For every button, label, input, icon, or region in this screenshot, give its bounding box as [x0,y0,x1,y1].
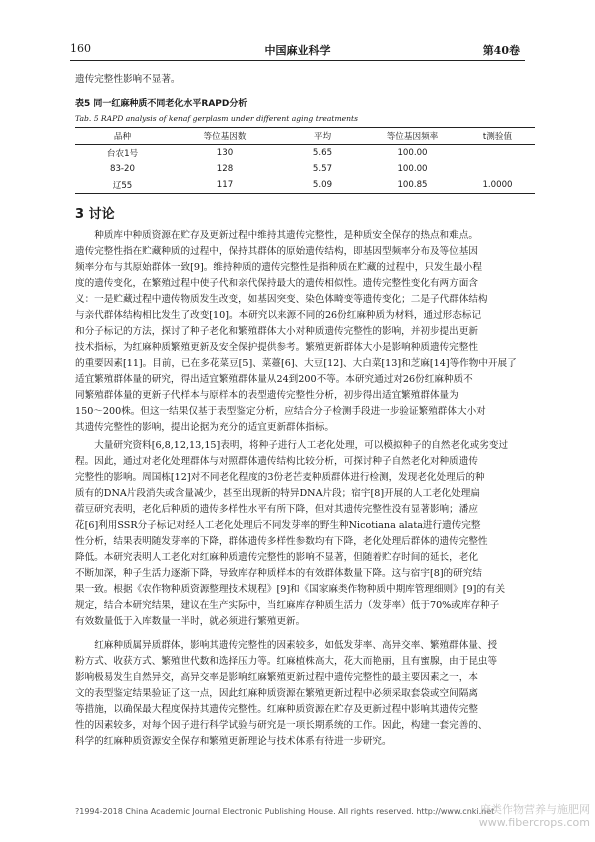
body-line: 大量研究资料[6,8,12,13,15]表明，将种子进行人工老化处理，可以模拟种子的自然老化或劣变过 [94,440,509,451]
page-number: 160 [70,42,91,55]
table-row [75,161,535,177]
body-line: 粉方式、收获方式、繁殖世代数和选择压力等。红麻植株高大，花大而艳丽，且有蜜腺，由于昆虫等 [75,656,498,667]
journal-title: 中国麻业科学 [264,44,331,57]
cell-t-test [460,145,535,162]
body-line: 的重要因素[11]。目前，已在多花菜豆[5]、菜薹[6]、大豆[12]、大白菜[13]和芝麻[14]等作物中开展了 [75,358,517,369]
table-row [75,145,535,162]
col-allele-frequency: 等位基因频率 [386,132,439,142]
cell-mean: 5.65 [312,148,333,158]
body-line: 影响极易发生自然异交，高异交率是影响红麻繁殖更新过程中遗传完整性的最主要因素之一，本 [75,672,478,683]
rapd-table [75,127,535,194]
table-caption-cn: 表5 同一红麻种质不同老化水平RAPD分析 [75,99,248,109]
col-t-test: t测验值 [482,132,513,142]
body-line: 质有的DNA片段消失或含量减少，甚至出现新的特异DNA片段；宿宇[8]开展的人工老化处理扁 [75,488,480,499]
body-line: 技术指标，为红麻种质繁殖更新及安全保护提供参考。繁殖更新群体大小是影响种质遗传完整性 [75,342,478,353]
watermark-line: 麻类作物营养与施肥网 [480,803,590,816]
col-mean: 平均 [313,132,332,142]
body-line: 种质库中种质资源在贮存及更新过程中维持其遗传完整性，是种质安全保存的热点和难点。 [94,230,478,241]
table-header-row [75,128,535,145]
intro-line: 遗传完整性影响不显著。 [75,74,181,85]
body-line: 与亲代群体结构相比发生了改变[10]。本研究以来源不同的26份红麻种质为材料，通过形态标记 [75,310,482,321]
section-heading: 3 讨论 [75,207,115,222]
body-line: 完整性的影响。周国栋[12]对不同老化程度的3份老芒麦种质群体进行检测，发现老化处理后的种 [75,472,485,483]
body-line: 红麻种质属异质群体，影响其遗传完整性的因素较多，如低发芽率、高异交率、繁殖群体量、授 [94,640,498,651]
body-line: 科学的红麻种质资源安全保存和繁殖更新理论与技术体系有待进一步研究。 [75,736,392,747]
body-line: 程。因此，通过对老化处理群体与对照群体遗传结构比较分析，可探讨种子自然老化对种质遗传 [75,456,478,467]
body-line: 果一致。根据《农作物种质资源整理技术规程》[9]和《国家麻类作物种质中期库管理细则》[9]的有关 [75,584,506,595]
body-line: 文的表型鉴定结果验证了这一点，因此红麻种质资源在繁殖更新过程中必须采取套袋或空间隔离 [75,688,478,699]
cell-variety: 辽55 [112,181,133,191]
body-line: 蓿豆研究表明，老化后种质的遗传多样性水平有所下降，但对其遗传完整性没有显著影响；潘应 [75,504,478,515]
body-line: 义：一是贮藏过程中遗传物质发生改变，如基因突变、染色体畸变等遗传变化；二是子代群体结构 [75,294,488,305]
cell-variety: 台农1号 [106,149,139,159]
cell-allele-count: 117 [216,180,234,190]
body-line: 150～200株。但这一结果仅基于表型鉴定分析，应结合分子检测手段进一步验证繁殖群体大小对 [75,406,486,417]
watermark [420,803,590,829]
body-line: 其遗传完整性的影响，提出论据为充分的适宜更新群体指标。 [75,422,335,433]
copyright-footer: ?1994-2018 China Academic Journal Electronic Publishing House. All rights reserved. http://www.cnki.net [75,807,495,816]
body-line: 花[6]利用SSR分子标记对经人工老化处理后不同发芽率的野生种Nicotiana alata进行遗传完整 [75,520,481,531]
body-line: 规定，结合本研究结果，建议在生产实际中，当红麻库存种质生活力（发芽率）低于70%或库存种子 [75,600,500,611]
volume-label: 第40卷 [482,44,520,57]
body-line: 度的遗传变化，在繁殖过程中使子代和亲代保持最大的遗传相似性。遗传完整性变化有两方面含 [75,278,478,289]
body-line: 性分析，结果表明随发芽率的下降，群体遗传多样性参数均有下降，老化处理后群体的遗传完整性 [75,536,488,547]
cell-t-test: 1.0000 [482,180,513,190]
body-line: 和分子标记的方法，探讨了种子老化和繁殖群体大小对种质遗传完整性的影响，并初步提出更新 [75,326,478,337]
body-line: 降低。本研究表明人工老化对红麻种质遗传完整性的影响不显著，但随着贮存时间的延长，老化 [75,552,478,563]
table-caption-en: Tab. 5 RAPD analysis of kenaf gerplasm under different aging treatments [75,114,358,123]
cell-allele-count: 130 [216,148,234,158]
col-variety: 品种 [113,132,132,142]
body-line: 同繁殖群体量的更新子代样本与原样本的表型遗传完整性分析，初步得出适宜繁殖群体量为 [75,390,459,401]
header-rule [70,60,525,61]
cell-allele-frequency: 100.00 [397,148,428,158]
watermark-url: www.fibercrops.com [478,816,590,829]
body-line: 等措施，以确保最大程度保持其遗传完整性。红麻种质资源在贮存及更新过程中影响其遗传完整 [75,704,478,715]
cell-mean: 5.57 [312,164,333,174]
cell-allele-count: 128 [216,164,234,174]
body-line: 适宜繁殖群体量的研究，得出适宜繁殖群体量从24到200不等。本研究通过对26份红麻种质不 [75,374,473,385]
cell-t-test [460,161,535,177]
cell-mean: 5.09 [312,180,333,190]
body-line: 不断加深，种子生活力逐渐下降，导致库存种质样本的有效群体数量下降。这与宿宇[8]的研究结 [75,568,482,579]
body-line: 遗传完整性指在贮藏种质的过程中，保持其群体的原始遗传结构，即基因型频率分布及等位基因 [75,246,478,257]
cell-allele-frequency: 100.85 [397,180,428,190]
col-allele-count: 等位基因数 [203,132,247,142]
body-line: 性的因素较多，对每个因子进行科学试验与研究是一项长期系统的工作。因此，构建一套完善的、 [75,720,488,731]
body-line: 频率分布与其原始群体一致[9]。维持种质的遗传完整性是指种质在贮藏的过程中，只发生最小程 [75,262,482,273]
table-row [75,177,535,194]
cell-allele-frequency: 100.00 [397,164,428,174]
body-line: 有效数量低于入库数量一半时，就必须进行繁殖更新。 [75,616,306,627]
cell-variety: 83-20 [110,164,135,174]
